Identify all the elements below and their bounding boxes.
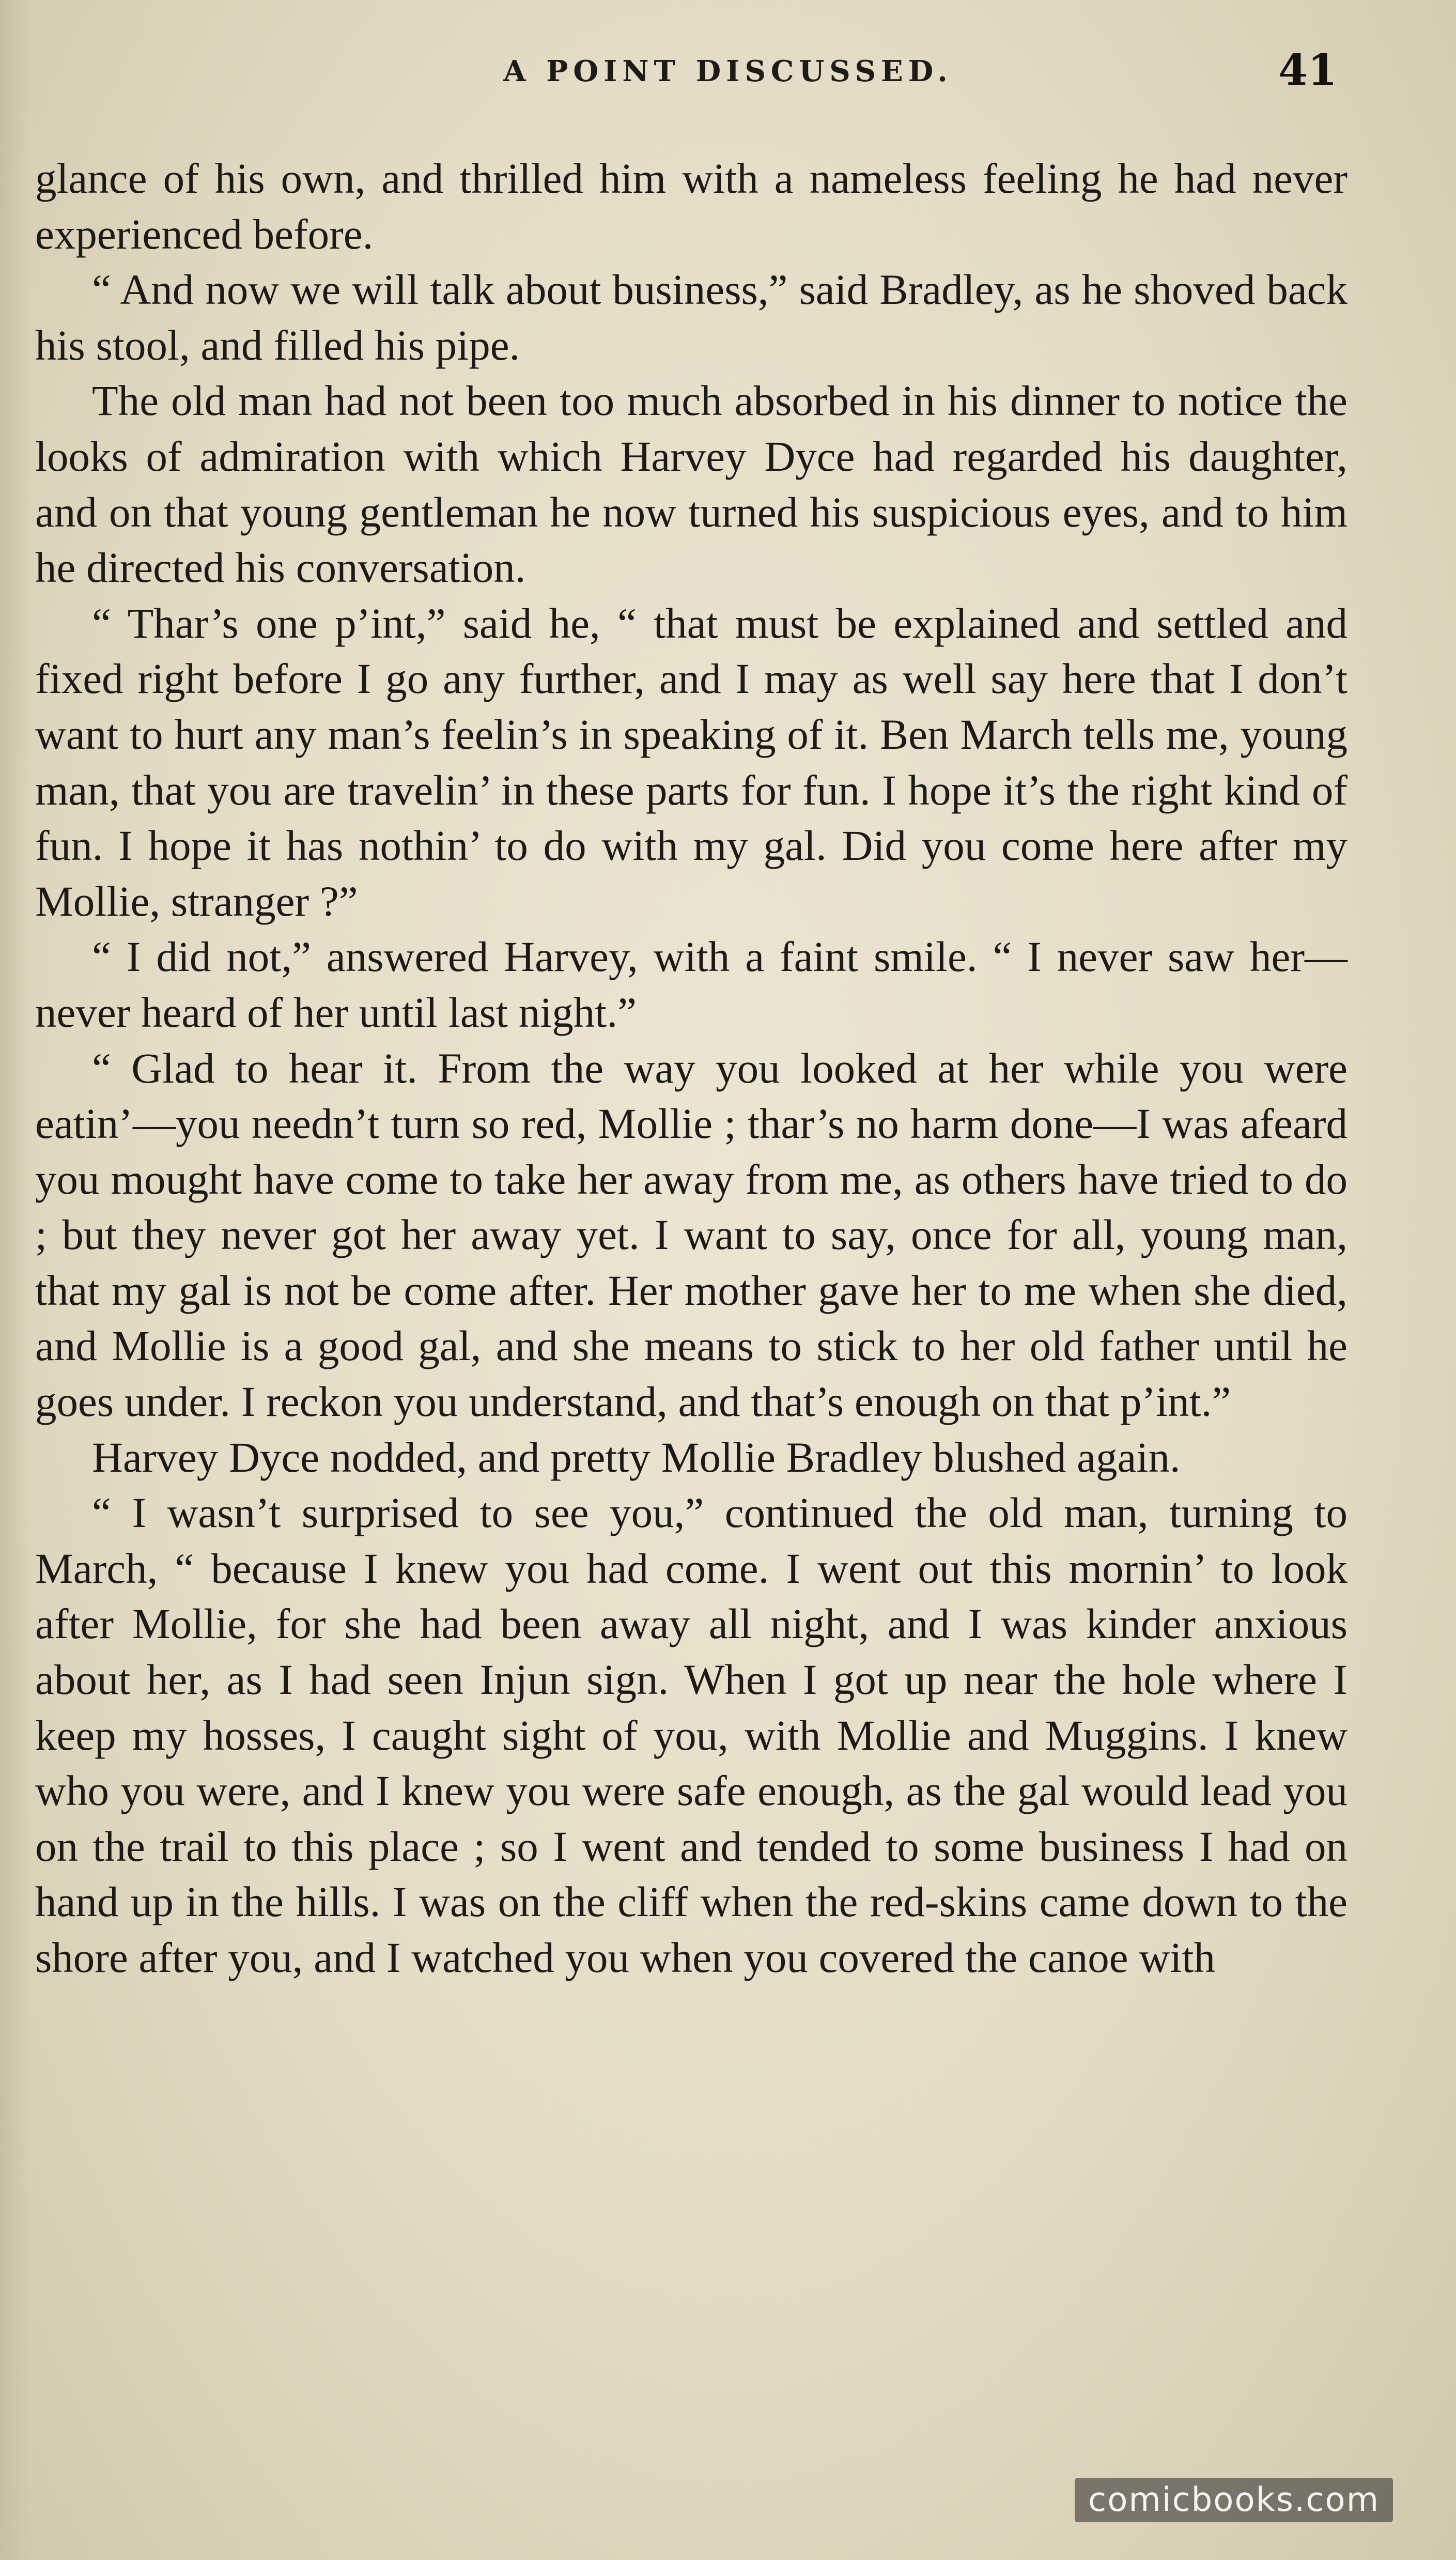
- paragraph: “ Thar’s one p’int,” said he, “ that must be explained and settled and fixed right before I go any further, and I may as well say here that I don’t want to hurt any man’s feelin’s in speaking of it. Ben March tells me, young man, that you are travelin’ in these parts for fun. I hope it’s the right kind of fun. I hope it has nothin’ to do with my gal. Did you come here after my Mollie, stranger ?”: [35, 599, 1347, 925]
- body-text: [35, 151, 1347, 1986]
- page-number: 41: [1278, 45, 1337, 95]
- paragraph: The old man had not been too much absorbed in his dinner to notice the looks of admiration with which Harvey Dyce had regarded his daughter, and on that young gentleman he now turned his suspicious eyes, and to him he directed his conversation.: [35, 377, 1347, 592]
- running-head: A POINT DISCUSSED.: [503, 54, 953, 88]
- watermark: comicbooks.com: [1075, 2478, 1393, 2522]
- paragraph: “ And now we will talk about business,” said Bradley, as he shoved back his stool, and filled his pipe.: [35, 266, 1347, 369]
- page-edge-shadow: [0, 0, 31, 2560]
- paragraph: “ Glad to hear it. From the way you looked at her while you were eatin’—you needn’t turn so red, Mollie ; thar’s no harm done—I was afeard you mought have come to take her away from me, as others have tried to do ; but they never got her away yet. I want to say, once for all, young man, that my gal is not be come after. Her mother gave her to me when she died, and Mollie is a good gal, and she means to stick to her old father until he goes under. I reckon you understand, and that’s enough on that p’int.”: [35, 1044, 1347, 1426]
- paragraph: glance of his own, and thrilled him with a nameless feeling he had never experienced before.: [35, 155, 1347, 258]
- paragraph: Harvey Dyce nodded, and pretty Mollie Bradley blushed again.: [92, 1433, 1181, 1481]
- paragraph: “ I did not,” answered Harvey, with a faint smile. “ I never saw her—never heard of her until last night.”: [35, 933, 1347, 1036]
- paragraph: “ I wasn’t surprised to see you,” continued the old man, turning to March, “ because I knew you had come. I went out this mornin’ to look after Mollie, for she had been away all night, and I was kinder anxious about her, as I had seen Injun sign. When I got up near the hole where I keep my hosses, I caught sight of you, with Mollie and Muggins. I knew who you were, and I knew you were safe enough, as the gal would lead you on the trail to this place ; so I went and tended to some business I had on hand up in the hills. I was on the cliff when the red-skins came down to the shore after you, and I watched you when you covered the canoe with: [35, 1489, 1347, 1981]
